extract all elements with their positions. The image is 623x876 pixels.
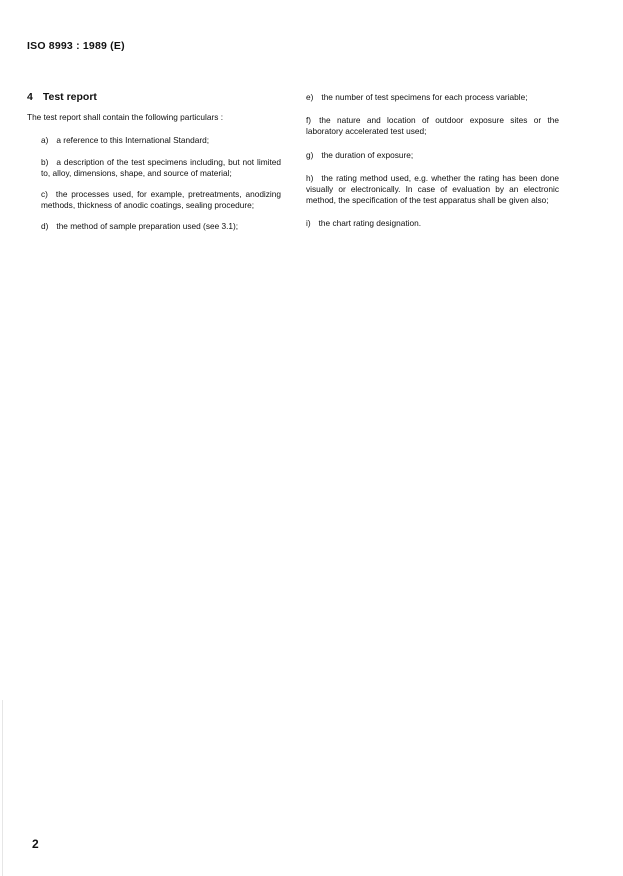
list-item-f xyxy=(306,115,559,137)
section-title: Test report xyxy=(42,91,97,103)
list-item-h xyxy=(306,173,559,207)
document-header: ISO 8993 : 1989 (E) xyxy=(27,40,125,52)
list-item-e xyxy=(306,92,559,103)
list-item-a xyxy=(27,135,281,146)
list-marker: d) xyxy=(41,221,49,232)
left-column xyxy=(27,92,281,243)
list-marker: g) xyxy=(306,149,314,160)
list-item-text: the method of sample preparation used (see 3.1); xyxy=(56,221,239,232)
list-marker: h) xyxy=(306,172,314,183)
list-item-text: the rating method used, e.g. whether the rating has been done visually or electronically. In case of evaluation by an electronic method, the specification of the test apparatus shall be given also; xyxy=(306,172,559,206)
list-item-text: a description of the test specimens including, but not limited to, alloy, dimensions, shape, and source of material; xyxy=(41,156,281,178)
list-item-text: a reference to this International Standard; xyxy=(56,135,210,146)
list-item-text: the duration of exposure; xyxy=(321,149,414,160)
list-marker: a) xyxy=(41,135,49,146)
list-item-text: the number of test specimens for each process variable; xyxy=(321,92,528,102)
page-number: 2 xyxy=(32,837,39,851)
list-marker: i) xyxy=(306,218,311,229)
list-item-text: the chart rating designation. xyxy=(318,218,422,229)
list-marker: c) xyxy=(41,189,48,200)
list-item-text: the nature and location of outdoor exposure sites or the laboratory accelerated test used; xyxy=(306,115,559,137)
right-column xyxy=(306,92,559,242)
scan-edge-line xyxy=(2,700,3,876)
list-item-d xyxy=(27,221,281,232)
list-marker: f) xyxy=(306,115,312,126)
list-item-i xyxy=(306,218,559,229)
section-heading xyxy=(27,92,281,103)
list-item-c xyxy=(27,189,281,211)
list-marker: b) xyxy=(41,156,49,167)
list-marker: e) xyxy=(306,92,314,102)
section-number: 4 xyxy=(27,91,33,103)
list-item-text: the processes used, for example, pretreatments, anodizing methods, thickness of anodic coatings, sealing procedure; xyxy=(41,189,281,211)
list-item-g xyxy=(306,150,559,161)
list-item-b xyxy=(27,157,281,179)
section-intro: The test report shall contain the following particulars : xyxy=(27,112,223,123)
